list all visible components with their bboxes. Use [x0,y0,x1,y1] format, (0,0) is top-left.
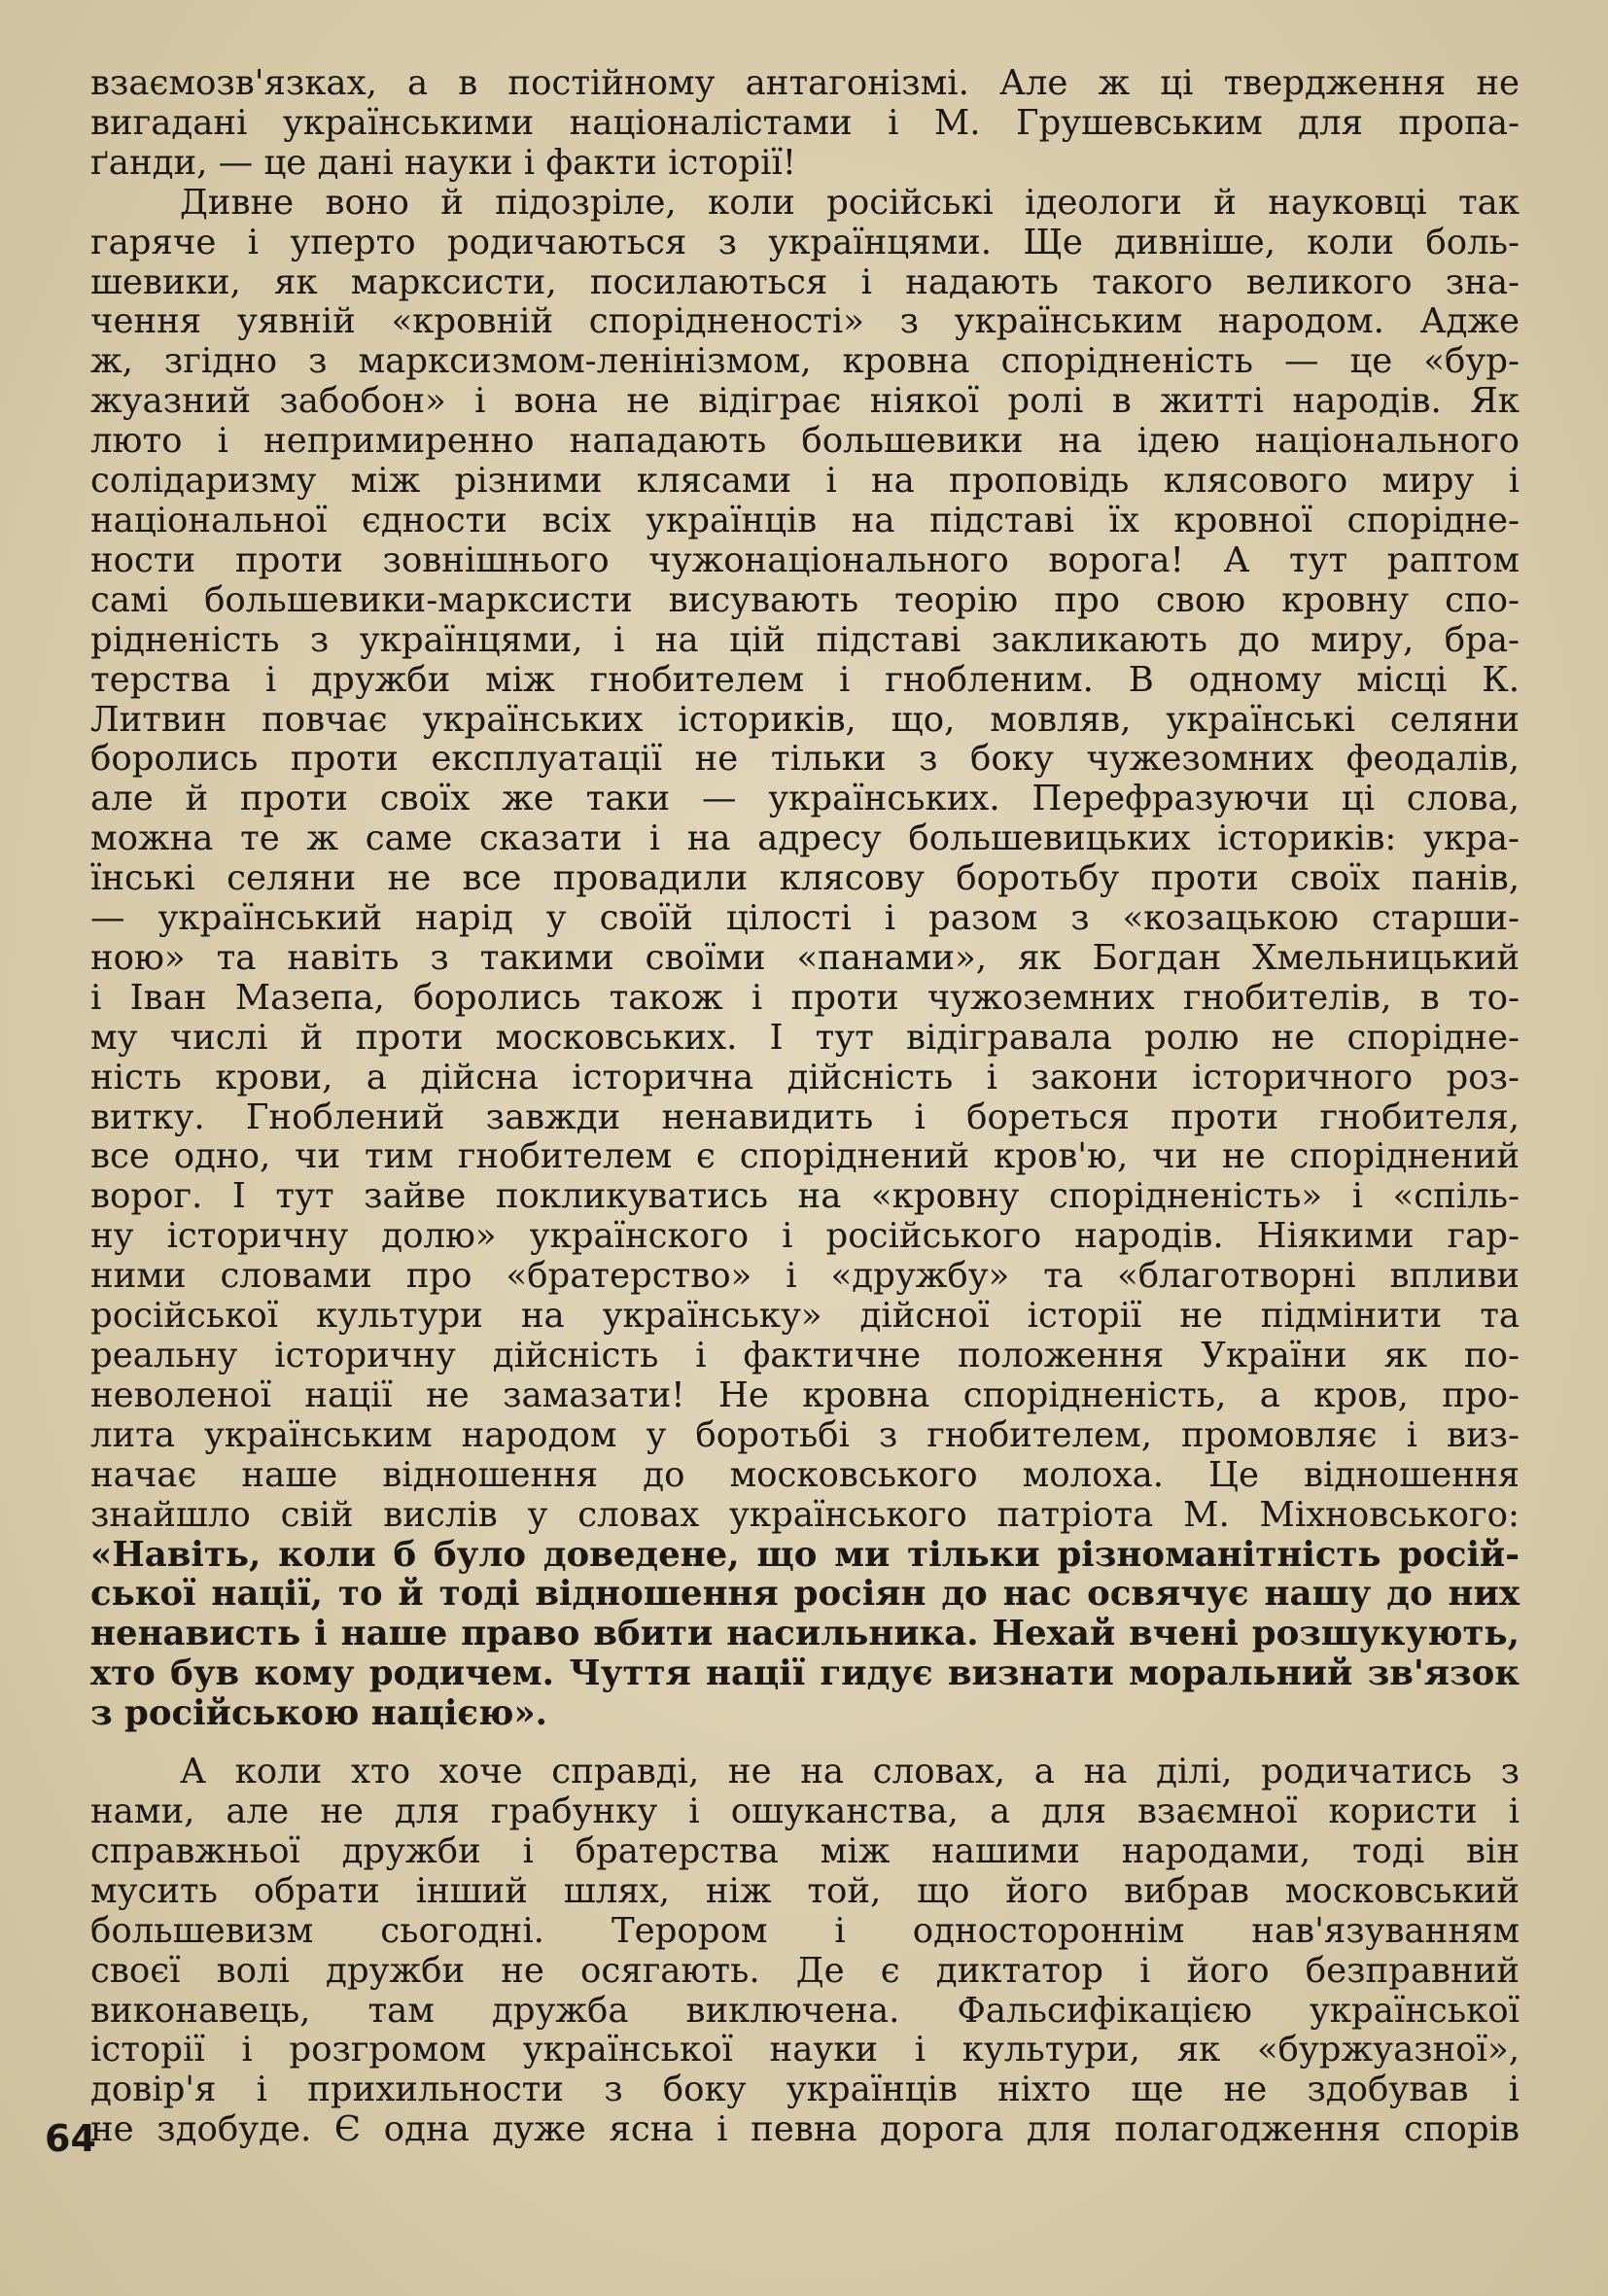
text-line: жуазний забобон» і вона не відіграє ніякої ролі в житті народів. Як [90,381,1520,422]
text-line: ности проти зовнішнього чужонаціонального ворога! А тут раптом [90,539,1520,580]
paragraph-gap [90,1734,1520,1753]
quotation [90,1536,1520,1735]
text-line: реальну історичну дійсність і фактичне положення України як по- [90,1336,1520,1375]
text-line: ської нації, то й тоді відношення росіян до нас освячує нашу до них [90,1574,1520,1615]
text-line: їнські селяни не все провадили клясову боротьбу проти своїх панів, [90,858,1520,899]
text-line: ворог. І тут зайве покликуватись на «кровну спорідненість» і «спіль- [90,1176,1520,1217]
text-line: рідненість з українцями, і на цій підставі закликають до миру, бра- [90,619,1520,660]
text-line: ність крови, а дійсна історична дійсність і закони історичного роз- [90,1057,1520,1097]
text-line: виконавець, там дружба виключена. Фальсифікацією української [90,1990,1520,2031]
text-line: але й проти своїх же таки — українських. Перефразуючи ці слова, [90,779,1520,819]
text-line: терства і дружби між гнобителем і гнобленим. В одному місці К. [90,659,1520,700]
text-line: витку. Гноблений завжди ненавидить і бореться проти гнобителя, [90,1096,1520,1137]
text-line: лита українським народом у боротьбі з гнобителем, промовляє і виз- [90,1414,1520,1455]
text-line: не здобуде. Є одна дуже ясна і певна дорога для полагодження спорів [90,2109,1520,2150]
text-line: солідаризму між різними клясами і на проповідь клясового миру і [90,461,1520,502]
text-line: хто був кому родичем. Чуття нації гидує визнати моральний зв'язок [90,1653,1520,1694]
text-line: ною» та навіть з такими своїми «панами», як Богдан Хмельницький [90,937,1520,978]
text-line: Литвин повчає українських істориків, що, мовляв, українські селяни [90,699,1520,740]
text-line: — український нарід у своїй цілості і разом з «козацькою старши- [90,898,1520,939]
text-line: і Іван Мазепа, боролись також і проти чужоземних гнобителів, в то- [90,977,1520,1018]
text-line: все одно, чи тим гнобителем є споріднений кров'ю, чи не споріднений [90,1136,1520,1177]
text-line: історії і розгромом української науки і культури, як «буржуазної», [90,2030,1520,2070]
text-line: большевизм сьогодні. Терором і одностороннім нав'язуванням [90,1910,1520,1951]
text-line: з російською нацією». [90,1693,547,1734]
text-line: шевики, як марксисти, посилаються і надають такого великого зна- [90,261,1520,302]
text-line: ну історичну долю» українского і російського народів. Ніякими гар- [90,1216,1520,1257]
page-number: 64 [45,2117,96,2160]
text-line: можна те ж саме сказати і на адресу большевицьких істориків: укра- [90,818,1520,859]
text-line: самі большевики-марксисти висувають теорію про свою кровну спо- [90,579,1520,620]
text-line: нами, але не для грабунку і ошуканства, а для взаємної користи і [90,1791,1520,1831]
text-line: справжньої дружби і братерства між нашими народами, тоді він [90,1830,1520,1871]
text-line: взаємозв'язках, а в постійному антагонізмі. Але ж ці твердження не [90,63,1520,103]
text-line: чення уявній «кровній спорідненості» з українським народом. Адже [90,301,1520,342]
text-line: неволеної нації не замазати! Не кровна спорідненість, а кров, про- [90,1374,1520,1415]
text-line: національної єдности всіх українців на підставі їх кровної спорідне- [90,500,1520,540]
paragraph [90,184,1520,1536]
text-line: му числі й проти московських. І тут відігравала ролю не спорідне- [90,1017,1520,1058]
text-line: А коли хто хоче справді, не на словах, а на ділі, родичатись з [180,1752,1520,1792]
text-line: своєї волі дружби не осягають. Де є диктатор і його безправний [90,1950,1520,1991]
page-text [90,64,1520,2150]
text-line: ненависть і наше право вбити насильника. Нехай вчені розшукують, [90,1614,1520,1654]
text-line: довір'я і прихильности з боку українців ніхто ще не здобував і [90,2070,1520,2110]
text-line: ґанди, — це дані науки і факти історії! [90,142,797,183]
text-line: боролись проти експлуатації не тільки з боку чужезомних феодалів, [90,739,1520,780]
text-line: ними словами про «братерство» і «дружбу» та «благотворні впливи [90,1256,1520,1297]
paragraph [90,1753,1520,2150]
paragraph [90,64,1520,184]
text-line: вигадані українськими націоналістами і М. Грушевським для пропа- [90,102,1520,143]
text-line: люто і непримиренно нападають большевики на ідею національного [90,421,1520,462]
text-line: російської культури на українську» дійсної історії не підмінити та [90,1296,1520,1337]
text-line: Дивне воно й підозріле, коли російські ідеологи й науковці так [180,182,1520,223]
text-line: начає наше відношення до московського молоха. Це відношення [90,1454,1520,1495]
text-line: гаряче і уперто родичаються з українцями. Ще дивніше, коли боль- [90,222,1520,262]
text-line: знайшло свій вислів у словах українського патріота М. Міхновського: [90,1494,1520,1535]
text-line: ж, згідно з марксизмом-ленінізмом, кровна спорідненість — це «бур- [90,341,1520,382]
text-line: «Навіть, коли б було доведене, що ми тільки різноманітність росій- [90,1534,1520,1575]
text-line: мусить обрати інший шлях, ніж той, що його вибрав московський [90,1870,1520,1911]
